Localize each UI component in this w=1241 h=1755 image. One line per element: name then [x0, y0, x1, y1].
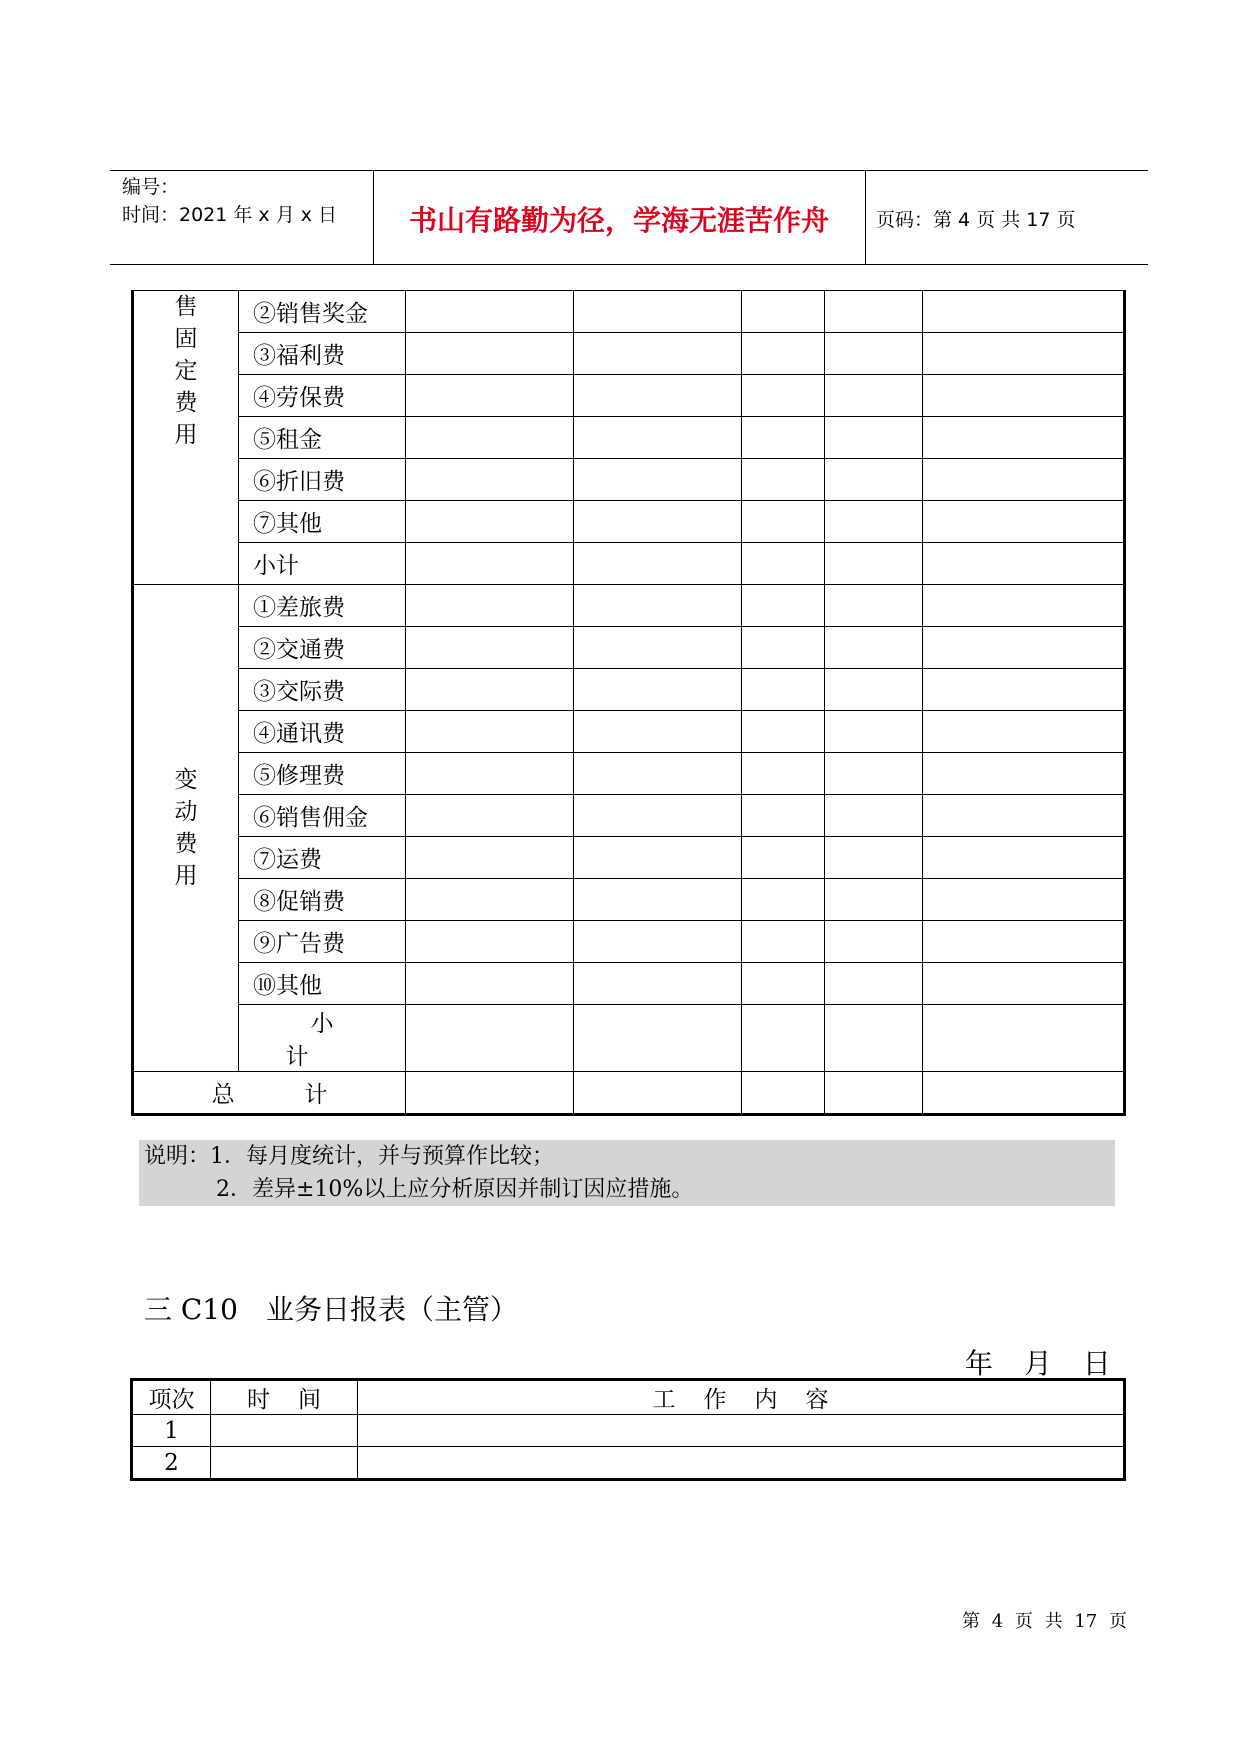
value-cell[interactable]: [574, 1005, 742, 1072]
value-cell[interactable]: [406, 753, 574, 795]
header-motto: 书山有路勤为径，学海无涯苦作舟: [408, 204, 829, 237]
value-cell[interactable]: [574, 543, 742, 585]
value-cell[interactable]: [406, 837, 574, 879]
row-number: 2: [132, 1447, 211, 1480]
expense-item-label: ③交际费: [239, 669, 406, 711]
value-cell[interactable]: [923, 627, 1125, 669]
value-cell[interactable]: [406, 669, 574, 711]
value-cell[interactable]: [825, 669, 923, 711]
expense-item-label: ⑤租金: [239, 417, 406, 459]
value-cell[interactable]: [406, 879, 574, 921]
column-header-time: 时间: [211, 1380, 358, 1415]
table-row: [133, 753, 1125, 795]
table-row: [133, 333, 1125, 375]
value-cell[interactable]: [574, 711, 742, 753]
value-cell[interactable]: [574, 963, 742, 1005]
variable-cost-category: [133, 585, 239, 1072]
row-number: 1: [132, 1415, 211, 1447]
value-cell[interactable]: [742, 417, 825, 459]
value-cell[interactable]: [923, 543, 1125, 585]
value-cell[interactable]: [825, 627, 923, 669]
value-cell[interactable]: [825, 1005, 923, 1072]
value-cell[interactable]: [574, 1072, 742, 1115]
value-cell[interactable]: [574, 879, 742, 921]
expense-item-label: 小计: [239, 543, 406, 585]
value-cell[interactable]: [825, 795, 923, 837]
fixed-cost-category-label: 售固定费用: [174, 294, 198, 448]
value-cell[interactable]: [406, 459, 574, 501]
value-cell[interactable]: [406, 711, 574, 753]
content-cell[interactable]: [358, 1415, 1125, 1447]
table-row: [133, 711, 1125, 753]
table-row: [133, 291, 1125, 333]
value-cell[interactable]: [923, 963, 1125, 1005]
note-line-1: 说明：1．每月度统计，并与预算作比较；: [144, 1144, 554, 1169]
expense-item-label: ③福利费: [239, 333, 406, 375]
value-cell[interactable]: [742, 879, 825, 921]
value-cell[interactable]: [574, 795, 742, 837]
value-cell[interactable]: [923, 1005, 1125, 1072]
variable-cost-category-label: 变动费用: [174, 767, 198, 889]
header-left: [122, 173, 337, 229]
value-cell[interactable]: [742, 669, 825, 711]
header-bottom-rule: [110, 264, 1148, 265]
value-cell[interactable]: [825, 333, 923, 375]
value-cell[interactable]: [406, 921, 574, 963]
value-cell[interactable]: [574, 417, 742, 459]
expense-item-label: ⑧促销费: [239, 879, 406, 921]
table-row: [133, 375, 1125, 417]
document-code-label: 编号：: [122, 176, 180, 198]
value-cell[interactable]: [923, 711, 1125, 753]
header-page-number: 页码：第 4 页 共 17 页: [876, 209, 1076, 231]
expense-item-label: ②交通费: [239, 627, 406, 669]
header-top-rule: [110, 170, 1148, 171]
expense-item-label: ⑥销售佣金: [239, 795, 406, 837]
value-cell[interactable]: [574, 459, 742, 501]
time-cell[interactable]: [211, 1415, 358, 1447]
value-cell[interactable]: [406, 543, 574, 585]
value-cell[interactable]: [406, 291, 574, 333]
table-header-row: [132, 1380, 1125, 1415]
value-cell[interactable]: [742, 921, 825, 963]
value-cell[interactable]: [742, 459, 825, 501]
value-cell[interactable]: [574, 921, 742, 963]
value-cell[interactable]: [825, 921, 923, 963]
value-cell[interactable]: [406, 333, 574, 375]
value-cell[interactable]: [825, 291, 923, 333]
value-cell[interactable]: [742, 501, 825, 543]
note-line-2: 2．差异±10%以上应分析原因并制订因应措施。: [216, 1177, 694, 1202]
table-row: [133, 837, 1125, 879]
value-cell[interactable]: [923, 879, 1125, 921]
value-cell[interactable]: [825, 375, 923, 417]
column-header-content: 工作内容: [358, 1380, 1125, 1415]
value-cell[interactable]: [923, 921, 1125, 963]
value-cell[interactable]: [574, 375, 742, 417]
value-cell[interactable]: [825, 837, 923, 879]
daily-report-table: [130, 1378, 1126, 1481]
value-cell[interactable]: [742, 753, 825, 795]
value-cell[interactable]: [574, 585, 742, 627]
expense-table-body: [133, 291, 1125, 1115]
expense-item-label: ①差旅费: [239, 585, 406, 627]
value-cell[interactable]: [406, 1072, 574, 1115]
table-row: [133, 963, 1125, 1005]
value-cell[interactable]: [574, 753, 742, 795]
value-cell[interactable]: [406, 1005, 574, 1072]
value-cell[interactable]: [825, 753, 923, 795]
value-cell[interactable]: [742, 1072, 825, 1115]
value-cell[interactable]: [742, 795, 825, 837]
table-row: [133, 543, 1125, 585]
section-title: 三 C10 业务日报表（主管）: [144, 1293, 518, 1326]
value-cell[interactable]: [923, 1072, 1125, 1115]
fixed-cost-category: [133, 291, 239, 585]
time-cell[interactable]: [211, 1447, 358, 1480]
value-cell[interactable]: [574, 501, 742, 543]
expense-item-label: ⑨广告费: [239, 921, 406, 963]
expense-item-label: ④通讯费: [239, 711, 406, 753]
expense-item-label: ⑩其他: [239, 963, 406, 1005]
footer-page-number: 第 4 页 共 17 页: [962, 1611, 1127, 1632]
value-cell[interactable]: [923, 753, 1125, 795]
value-cell[interactable]: [825, 543, 923, 585]
table-row: [133, 795, 1125, 837]
expense-item-label: ⑥折旧费: [239, 459, 406, 501]
table-row: [133, 585, 1125, 627]
table-row: [133, 669, 1125, 711]
expense-table: [131, 290, 1126, 1116]
expense-item-label: ⑤修理费: [239, 753, 406, 795]
column-header-item-no: 项次: [132, 1380, 211, 1415]
table-row: [133, 1072, 1125, 1115]
document-time-label: 时间：2021 年 x 月 x 日: [122, 204, 338, 226]
value-cell[interactable]: [742, 585, 825, 627]
value-cell[interactable]: [742, 837, 825, 879]
table-row: [132, 1447, 1125, 1480]
table-row: [133, 417, 1125, 459]
value-cell[interactable]: [406, 375, 574, 417]
value-cell[interactable]: [574, 627, 742, 669]
value-cell[interactable]: [406, 795, 574, 837]
value-cell[interactable]: [574, 291, 742, 333]
table-row: [133, 879, 1125, 921]
value-cell[interactable]: [825, 417, 923, 459]
value-cell[interactable]: [923, 417, 1125, 459]
daily-report-table-body: [132, 1380, 1125, 1480]
date-line: 年 月 日: [965, 1347, 1111, 1380]
table-row: [133, 459, 1125, 501]
value-cell[interactable]: [825, 501, 923, 543]
table-row: [133, 1005, 1125, 1072]
value-cell[interactable]: [825, 963, 923, 1005]
table-row: [133, 501, 1125, 543]
expense-item-label: ②销售奖金: [239, 291, 406, 333]
value-cell[interactable]: [574, 837, 742, 879]
expense-item-label: ⑦其他: [239, 501, 406, 543]
value-cell[interactable]: [742, 543, 825, 585]
value-cell[interactable]: [825, 459, 923, 501]
value-cell[interactable]: [406, 585, 574, 627]
value-cell[interactable]: [825, 711, 923, 753]
table-row: [133, 921, 1125, 963]
value-cell[interactable]: [923, 585, 1125, 627]
header-divider: [865, 170, 866, 264]
expense-item-label: ⑦运费: [239, 837, 406, 879]
value-cell[interactable]: [406, 963, 574, 1005]
value-cell[interactable]: [742, 1005, 825, 1072]
value-cell[interactable]: [742, 963, 825, 1005]
value-cell[interactable]: [923, 501, 1125, 543]
value-cell[interactable]: [742, 333, 825, 375]
notes-box: [139, 1140, 1115, 1206]
value-cell[interactable]: [742, 711, 825, 753]
expense-item-label: ④劳保费: [239, 375, 406, 417]
value-cell[interactable]: [406, 501, 574, 543]
value-cell[interactable]: [923, 837, 1125, 879]
total-label: 总计: [133, 1072, 406, 1115]
value-cell[interactable]: [406, 627, 574, 669]
content-cell[interactable]: [358, 1447, 1125, 1480]
value-cell[interactable]: [923, 333, 1125, 375]
value-cell[interactable]: [574, 669, 742, 711]
value-cell[interactable]: [923, 375, 1125, 417]
value-cell[interactable]: [923, 459, 1125, 501]
value-cell[interactable]: [825, 879, 923, 921]
value-cell[interactable]: [923, 795, 1125, 837]
table-row: [132, 1415, 1125, 1447]
value-cell[interactable]: [406, 417, 574, 459]
expense-item-label: 小计: [239, 1005, 406, 1072]
table-row: [133, 627, 1125, 669]
value-cell[interactable]: [742, 375, 825, 417]
value-cell[interactable]: [574, 333, 742, 375]
value-cell[interactable]: [923, 669, 1125, 711]
value-cell[interactable]: [742, 627, 825, 669]
value-cell[interactable]: [825, 1072, 923, 1115]
value-cell[interactable]: [923, 291, 1125, 333]
value-cell[interactable]: [825, 585, 923, 627]
value-cell[interactable]: [742, 291, 825, 333]
